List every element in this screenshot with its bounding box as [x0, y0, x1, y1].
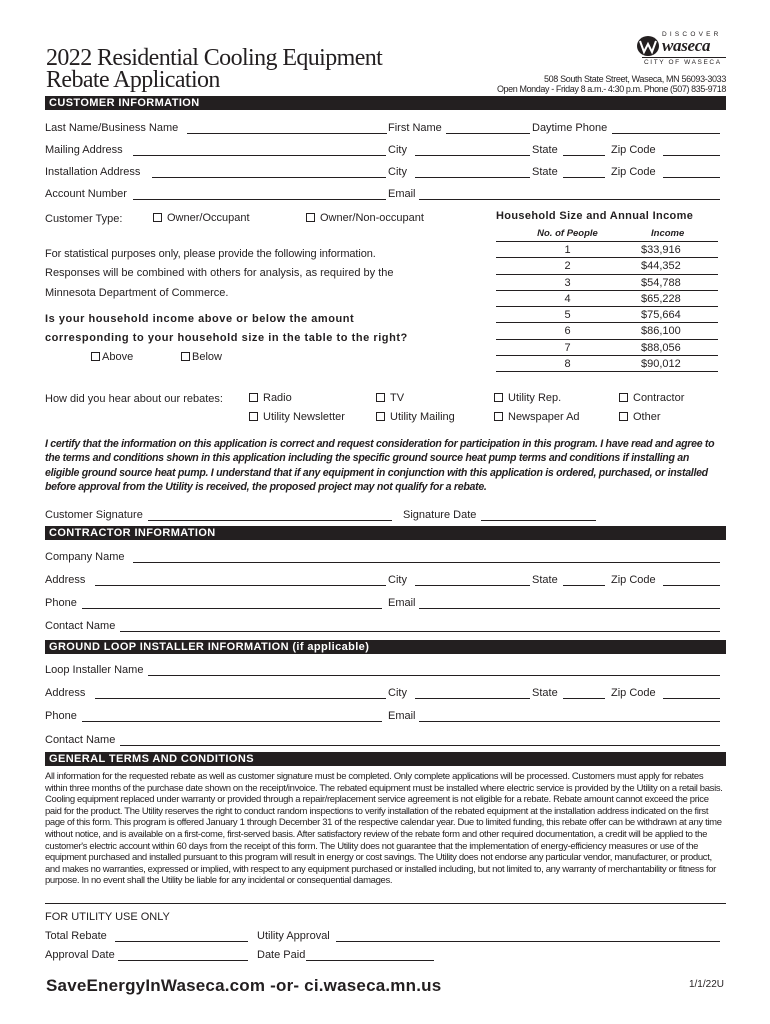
table-row: 4 $65,228: [496, 291, 718, 307]
table-row: 8 $90,012: [496, 356, 718, 372]
header-address: 508 South State Street, Waseca, MN 56093-3033: [543, 74, 726, 84]
statistical-line-2: Responses will be combined with others for analysis, as required by the: [45, 267, 394, 279]
income-question-line-1: Is your household income above or below the amount: [45, 313, 355, 325]
income-question-line-2: corresponding to your household size in the table to the right?: [45, 332, 408, 344]
contractor-state-label: State: [532, 574, 558, 586]
installation-zip-label: Zip Code: [611, 166, 656, 178]
owner-non-occupant-checkbox[interactable]: [306, 213, 315, 222]
owner-non-occupant-option[interactable]: Owner/Non-occupant: [306, 212, 424, 225]
page-title-line2: Rebate Application: [46, 67, 220, 93]
daytime-phone-label: Daytime Phone: [532, 122, 608, 134]
customer-email-label: Email: [388, 188, 416, 200]
page-title-line1: 2022 Residential Cooling Equipment: [46, 45, 383, 71]
form-code: 1/1/22U: [688, 979, 724, 990]
loop-contact-label: Contact Name: [45, 734, 116, 746]
logo-discover: DISCOVER: [662, 31, 722, 38]
mailing-state-label: State: [532, 144, 558, 156]
mailing-zip-label: Zip Code: [611, 144, 656, 156]
installation-zip-field[interactable]: [663, 168, 720, 178]
installation-city-field[interactable]: [415, 168, 530, 178]
company-name-label: Company Name: [45, 551, 125, 563]
contractor-phone-label: Phone: [45, 597, 77, 609]
people-column-header: No. of People: [537, 228, 598, 239]
income-table: [496, 228, 718, 372]
installation-address-field[interactable]: [152, 168, 386, 178]
loop-phone-field[interactable]: [82, 712, 382, 722]
logo-city: CITY OF WASECA: [644, 59, 722, 66]
approval-date-label: Approval Date: [45, 949, 115, 961]
table-row: 3 $54,788: [496, 275, 718, 291]
contractor-section-header: CONTRACTOR INFORMATION: [45, 526, 726, 540]
table-row: 1 $33,916: [496, 242, 718, 258]
mailing-address-label: Mailing Address: [45, 144, 123, 156]
table-row: 7 $88,056: [496, 340, 718, 356]
mailing-zip-field[interactable]: [663, 146, 720, 156]
loop-installer-section-header: GROUND LOOP INSTALLER INFORMATION (if applicable): [45, 640, 726, 654]
income-table-header: [496, 228, 718, 242]
hear-option-utility-rep[interactable]: Utility Rep.: [494, 392, 561, 405]
income-table-title: Household Size and Annual Income: [496, 210, 694, 222]
hear-option-utility-newsletter[interactable]: Utility Newsletter: [249, 411, 345, 424]
contractor-city-field[interactable]: [415, 576, 530, 586]
loop-address-field[interactable]: [95, 689, 386, 699]
first-name-label: First Name: [388, 122, 442, 134]
loop-contact-field[interactable]: [120, 736, 720, 746]
statistical-line-1: For statistical purposes only, please provide the following information.: [45, 248, 376, 260]
signature-date-label: Signature Date: [403, 509, 477, 521]
loop-email-field[interactable]: [419, 712, 720, 722]
account-number-label: Account Number: [45, 188, 127, 200]
owner-occupant-option[interactable]: Owner/Occupant: [153, 212, 250, 225]
installation-address-label: Installation Address: [45, 166, 141, 178]
owner-occupant-checkbox[interactable]: [153, 213, 162, 222]
table-row: 5 $75,664: [496, 307, 718, 323]
customer-type-label: Customer Type:: [45, 213, 123, 225]
loop-installer-name-label: Loop Installer Name: [45, 664, 144, 676]
contractor-email-field[interactable]: [419, 599, 720, 609]
loop-state-label: State: [532, 687, 558, 699]
installation-state-field[interactable]: [563, 168, 605, 178]
table-row: 2 $44,352: [496, 258, 718, 274]
installation-city-label: City: [388, 166, 407, 178]
contractor-checkbox[interactable]: [619, 393, 628, 402]
hear-option-other[interactable]: Other: [619, 411, 661, 424]
loop-zip-label: Zip Code: [611, 687, 656, 699]
company-name-field[interactable]: [133, 553, 720, 563]
terms-text: All information for the requested rebate as well as customer signature must be completed. Only complete applications will be processed. Customers must apply for rebates within three months of the purchase date shown on the receipt/invoice. The rebated equipment must be installed where electric service is provided by the Utility on a retail basis. Cooling equipment replaced under warranty or provided through a repair/replacement service agreement is not eligible for a rebate. Rebate amount cannot exceed the price paid for the product. The Utility reserves the right to conduct random inspections to verify installation of the rebated equipment at the installation address indicated on the first page of this form. This program is offered January 1 through December 31 of the respective calendar year. Due to limited funding, this rebate offer can be withdrawn at any time without notice, and is available on a first-come, first-served basis. After satisfactory review of the rebate form and other required documentation, a credit will be applied to the customer's electric account within 60 days from the receipt of this form. The Utility does not guarantee that the implementation of energy-efficiency measures or use of the equipment purchased and installed pursuant to this program will result in energy or cost savings. The Utility does not endorse any particular vendor, manufacturer, or product, and makes no warranties, expressed or implied, with respect to any equipment purchased or installed including, but not limited to, any warranty of merchantability or fitness for purpose. In no event shall the Utility be liable for any incidental or consequential damages.: [45, 771, 723, 887]
mailing-city-field[interactable]: [415, 146, 530, 156]
date-paid-label: Date Paid: [257, 949, 306, 961]
utility-rep-checkbox[interactable]: [494, 393, 503, 402]
above-option[interactable]: Above: [91, 351, 133, 364]
radio-checkbox[interactable]: [249, 393, 258, 402]
footer-website: SaveEnergyInWaseca.com -or- ci.waseca.mn.us: [46, 976, 442, 995]
signature-date-field[interactable]: [481, 511, 596, 521]
logo-brand: waseca: [662, 36, 711, 55]
loop-phone-label: Phone: [45, 710, 77, 722]
loop-zip-field[interactable]: [663, 689, 720, 699]
header-hours: Open Monday - Friday 8 a.m.- 4:30 p.m. Phone (507) 835-9718: [496, 84, 726, 94]
contractor-phone-field[interactable]: [82, 599, 382, 609]
account-number-field[interactable]: [133, 190, 386, 200]
utility-use-title: FOR UTILITY USE ONLY: [45, 911, 170, 923]
contractor-contact-label: Contact Name: [45, 620, 116, 632]
contractor-email-label: Email: [388, 597, 416, 609]
total-rebate-label: Total Rebate: [45, 930, 107, 942]
statistical-line-3: Minnesota Department of Commerce.: [45, 287, 229, 299]
first-name-field[interactable]: [446, 124, 530, 134]
contractor-city-label: City: [388, 574, 407, 586]
terms-section-header: GENERAL TERMS AND CONDITIONS: [45, 752, 726, 766]
hear-about-label: How did you hear about our rebates:: [45, 393, 223, 405]
hear-option-utility-mailing[interactable]: Utility Mailing: [376, 411, 455, 424]
other-checkbox[interactable]: [619, 412, 628, 421]
mailing-address-field[interactable]: [133, 146, 386, 156]
loop-email-label: Email: [388, 710, 416, 722]
below-option[interactable]: Below: [181, 351, 222, 364]
date-paid-field[interactable]: [306, 951, 434, 961]
last-name-label: Last Name/Business Name: [45, 122, 179, 134]
waseca-w-mark-icon: [636, 35, 662, 57]
contractor-state-field[interactable]: [563, 576, 605, 586]
loop-address-label: Address: [45, 687, 86, 699]
logo-divider: [642, 57, 726, 58]
last-name-field[interactable]: [187, 124, 387, 134]
utility-use-divider: [45, 903, 726, 904]
contractor-contact-field[interactable]: [120, 622, 720, 632]
hear-option-radio[interactable]: Radio: [249, 392, 292, 405]
customer-email-field[interactable]: [419, 190, 720, 200]
mailing-city-label: City: [388, 144, 407, 156]
utility-approval-label: Utility Approval: [257, 930, 330, 942]
hear-option-tv[interactable]: TV: [376, 392, 404, 405]
loop-state-field[interactable]: [563, 689, 605, 699]
contractor-address-field[interactable]: [95, 576, 386, 586]
newspaper-ad-checkbox[interactable]: [494, 412, 503, 421]
contractor-zip-field[interactable]: [663, 576, 720, 586]
utility-newsletter-checkbox[interactable]: [249, 412, 258, 421]
table-row: 6 $86,100: [496, 323, 718, 339]
certification-statement: I certify that the information on this application is correct and request consideration for participation in this program. I have read and agree to the terms and conditions shown in this application including the specific ground source heat pump terms and conditions if installing an eligible ground source heat pump. I understand that if any equipment in conjunction with this application is ordered, purchased, or installed before approval from the Utility is received, the proposed project may not qualify for a rebate.: [45, 438, 715, 493]
above-checkbox[interactable]: [91, 352, 100, 361]
total-rebate-field[interactable]: [115, 932, 248, 942]
waseca-logo: [636, 31, 726, 69]
income-column-header: Income: [651, 228, 685, 239]
loop-installer-name-field[interactable]: [148, 666, 720, 676]
daytime-phone-field[interactable]: [612, 124, 720, 134]
customer-signature-label: Customer Signature: [45, 509, 143, 521]
installation-state-label: State: [532, 166, 558, 178]
utility-approval-field[interactable]: [336, 932, 720, 942]
below-checkbox[interactable]: [181, 352, 190, 361]
customer-signature-field[interactable]: [148, 511, 392, 521]
tv-checkbox[interactable]: [376, 393, 385, 402]
loop-city-field[interactable]: [415, 689, 530, 699]
contractor-address-label: Address: [45, 574, 86, 586]
contractor-zip-label: Zip Code: [611, 574, 656, 586]
utility-mailing-checkbox[interactable]: [376, 412, 385, 421]
hear-option-newspaper-ad[interactable]: Newspaper Ad: [494, 411, 580, 424]
loop-city-label: City: [388, 687, 407, 699]
mailing-state-field[interactable]: [563, 146, 605, 156]
customer-section-header: CUSTOMER INFORMATION: [45, 96, 726, 110]
approval-date-field[interactable]: [118, 951, 248, 961]
hear-option-contractor[interactable]: Contractor: [619, 392, 684, 405]
